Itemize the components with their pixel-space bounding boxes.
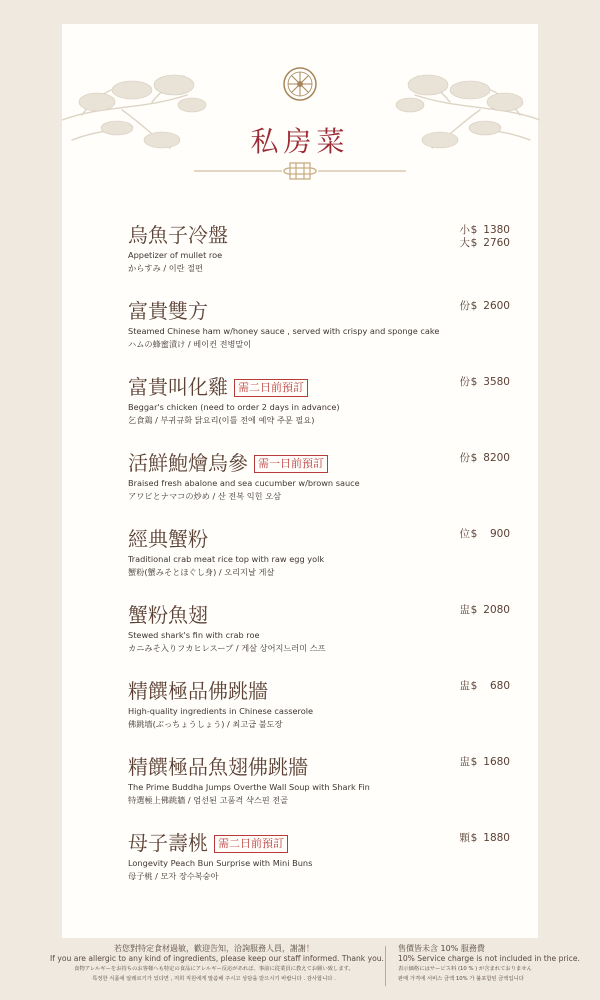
menu-item [128,754,523,830]
item-price: 份 $ 3580 [459,376,510,388]
item-english-description: High-quality ingredients in Chinese casserole [128,706,314,716]
item-name: 經典蟹粉 [128,527,208,551]
item-price: 盅 $ 680 [459,680,510,692]
allergy-notice-chinese: 若您對特定食材過敏，歡迎告知，洽詢服務人員，謝謝！ [114,944,314,953]
allergy-notice-korean: 특정한 식품에 알레르기가 있다면 , 저희 직원에게 말씀해 주시고 상담을 받으시기 바랍니다 . 감사합니다 . [92,976,336,982]
service-charge-korean: 판매 가격에 서비스 금액 10% 가 불포함된 금액입니다 [398,976,524,982]
item-price: 小 $ 1380 大 $ 2760 [459,224,510,249]
item-english-description: The Prime Buddha Jumps Overthe Wall Soup with Shark Fin [128,782,370,792]
menu-item [128,602,523,678]
menu-item [128,678,523,754]
item-price: 份 $ 2600 [459,300,510,312]
footer-notes [0,944,600,1000]
service-charge-chinese: 售價皆未含 10% 服務費 [398,944,485,953]
item-name: 蟹粉魚翅 [128,603,208,627]
item-japanese-korean-description: 母子桃 / 모자 장수복숭아 [128,871,219,881]
item-price: 盅 $ 1680 [459,756,510,768]
chrysanthemum-emblem-icon [282,66,318,102]
menu-item [128,222,523,298]
item-name: 富貴雙方 [128,299,208,323]
knot-ornament-divider-icon [194,160,406,182]
item-name: 母子壽桃 需二日前預訂 [128,830,523,856]
item-english-description: Stewed shark's fin with crab roe [128,630,260,640]
service-charge-english: 10% Service charge is not included in the price. [398,954,580,963]
menu-items-list [128,222,523,906]
item-english-description: Appetizer of mullet roe [128,250,223,260]
item-price: 顆 $ 1880 [459,832,510,844]
menu-item [128,830,523,906]
allergy-notice-english: If you are allergic to any kind of ingredients, please keep our staff informed. Thank you. [50,954,384,963]
allergy-notice [50,944,384,984]
item-japanese-korean-description: 佛跳墻(ぶっちょうしょう) / 최고급 불도장 [128,719,283,729]
item-name: 精饌極品佛跳牆 [128,679,268,703]
item-english-description: Steamed Chinese ham w/honey sauce , served with crispy and sponge cake [128,326,440,336]
menu-item [128,526,523,602]
item-japanese-korean-description: アワビとナマコの炒め / 산 전복 익힌 오삼 [128,491,282,501]
item-price: 位 $ 900 [459,528,510,540]
item-japanese-korean-description: 特選極上佛跳牆 / 엄선된 고품격 샥스핀 전골 [128,795,289,805]
menu-item [128,374,523,450]
item-english-description: Beggar's chicken (need to order 2 days in advance) [128,402,340,412]
item-english-description: Traditional crab meat rice top with raw egg yolk [128,554,325,564]
service-charge-japanese: 表示価格にはサービス料 (10 % ) が含まれておりません [398,966,532,972]
item-english-description: Longevity Peach Bun Surprise with Mini Buns [128,858,313,868]
advance-order-tag: 需二日前預訂 [234,379,308,397]
item-name: 富貴叫化雞 需二日前預訂 [128,374,523,400]
item-japanese-korean-description: カニみそ入りフカヒレスープ / 게살 상어지느러미 스프 [128,643,326,653]
item-price: 份 $ 8200 [459,452,510,464]
item-japanese-korean-description: 蟹粉(蟹みそとほぐし身) / 오리지날 게살 [128,567,275,577]
item-price: 盅 $ 2080 [459,604,510,616]
item-name: 活鮮鮑燴烏參 需一日前預訂 [128,450,523,476]
item-name: 精饌極品魚翅佛跳牆 [128,755,308,779]
item-japanese-korean-description: からすみ / 이란 절편 [128,263,203,273]
menu-item [128,450,523,526]
menu-title: 私房菜 [250,125,350,158]
allergy-notice-japanese: 食物アレルギーをお持ちのお客様へも特定の食品にアレルギー反応があれば、事前に従業員に教えてお願い致します。 [74,966,354,972]
advance-order-tag: 需二日前預訂 [214,835,288,853]
item-japanese-korean-description: ハムの蜂蜜漬け / 베이컨 전병말이 [128,339,252,349]
menu-item [128,298,523,374]
footer-divider [385,946,386,986]
advance-order-tag: 需一日前預訂 [254,455,328,473]
service-charge-notice [398,944,588,984]
item-japanese-korean-description: 乞食鶏 / 부귀규화 닭요리(이틀 전에 예약 주문 필요) [128,415,315,425]
item-english-description: Braised fresh abalone and sea cucumber w/brown sauce [128,478,360,488]
item-name: 烏魚子冷盤 [128,223,228,247]
